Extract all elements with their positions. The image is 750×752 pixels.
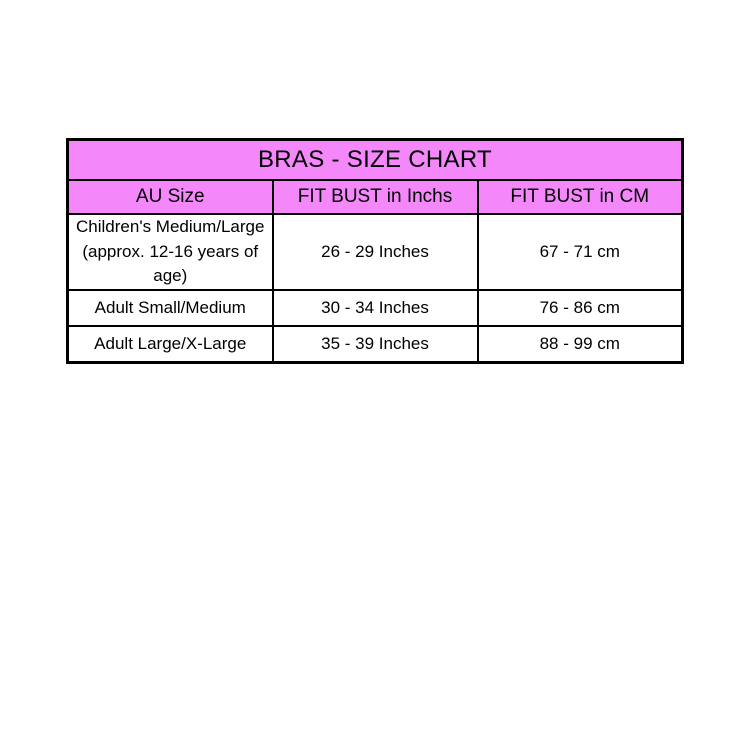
table-row xyxy=(68,326,683,363)
cell-bust-cm: 76 - 86 cm xyxy=(478,290,683,326)
table-row xyxy=(68,214,683,290)
table-header-row xyxy=(68,180,683,214)
size-chart-container xyxy=(66,138,684,364)
column-header-au-size: AU Size xyxy=(68,180,273,214)
cell-bust-inches: 30 - 34 Inches xyxy=(273,290,478,326)
bras-size-chart-table xyxy=(66,138,684,364)
cell-au-size xyxy=(68,214,273,290)
cell-bust-cm: 88 - 99 cm xyxy=(478,326,683,363)
cell-bust-inches: 26 - 29 Inches xyxy=(273,214,478,290)
column-header-bust-inches: FIT BUST in Inchs xyxy=(273,180,478,214)
cell-au-size-line1: Children's Medium/Large xyxy=(76,217,265,236)
cell-au-size: Adult Small/Medium xyxy=(68,290,273,326)
cell-bust-cm: 67 - 71 cm xyxy=(478,214,683,290)
chart-title: BRAS - SIZE CHART xyxy=(68,140,683,181)
table-title-row xyxy=(68,140,683,181)
cell-au-size-line2: (approx. 12-16 years of age) xyxy=(82,241,259,286)
cell-au-size: Adult Large/X-Large xyxy=(68,326,273,363)
cell-bust-inches: 35 - 39 Inches xyxy=(273,326,478,363)
table-row xyxy=(68,290,683,326)
column-header-bust-cm: FIT BUST in CM xyxy=(478,180,683,214)
